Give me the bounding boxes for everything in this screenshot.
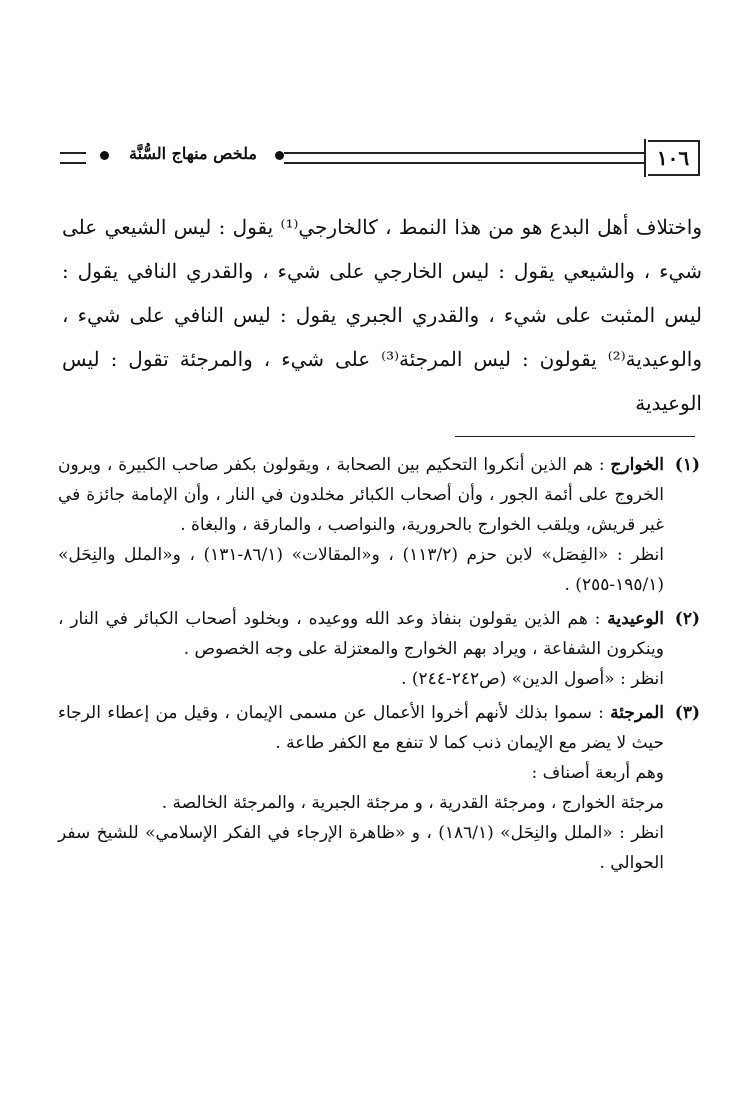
footnote-term: الخوارج — [610, 455, 664, 475]
footnote-3 — [58, 698, 700, 878]
header-dot-left — [100, 151, 109, 160]
footnote-subheading: وهم أربعة أصناف : — [531, 763, 664, 783]
header-rule-left — [60, 152, 86, 164]
footnote-definition: : هم الذين أنكروا التحكيم بين الصحابة ، ويقولون بكفر صاحب الكبيرة ، ويرون الخروج على أئمة الجور ، وأن أصحاب الكبائر مخلدون في النار ، وأن الإمامة جائزة في غير قريش، ويلقب الخوارج بالحرورية، والنواصب ، والمارقة ، والبغاة . — [58, 455, 664, 535]
footnote-reference: انظر : «أصول الدين» (ص٢٤٢-٢٤٤) . — [401, 669, 664, 689]
footnote-term: المرجئة — [610, 703, 664, 723]
main-text-block — [62, 205, 702, 425]
footnote-number: (٣) — [674, 703, 700, 723]
main-paragraph: واختلاف أهل البدع هو من هذا النمط ، كالخارجي⁽¹⁾ يقول : ليس الشيعي على شيء ، والشيعي يقول : ليس الخارجي على شيء ، والقدري النافي يقول : ليس المثبت على شيء ، والقدري الجبري يقول : ليس النافي على شيء ، والوعيدية⁽²⁾ يقولون : ليس المرجئة⁽³⁾ على شيء ، والمرجئة تقول : ليس الوعيدية — [62, 215, 702, 415]
footnote-reference: انظر : «الفِصَل» لابن حزم (١١٣/٢) ، و«المقالات» (٨٦/١-١٣١) ، و«الملل والنِحَل» (١٩٥/١-٢٥٥) . — [58, 545, 664, 595]
header-rule-right — [284, 152, 644, 164]
footnote-text — [58, 604, 664, 664]
footnote-definition: : هم الذين يقولون بنفاذ وعد الله ووعيده ، وبخلود أصحاب الكبائر في النار ، وينكرون الشفاعة ، ويراد بهم الخوارج والمعتزلة على وجه الخصوص . — [58, 609, 664, 659]
footnote-1 — [58, 450, 700, 600]
footnote-reference: انظر : «الملل والنِحَل» (١٨٦/١) ، و «ظاهرة الإرجاء في الفكر الإسلامي» للشيخ سفر الحوالي . — [58, 823, 664, 873]
footnote-text — [58, 698, 664, 758]
header-dot-right — [275, 151, 284, 160]
page-number: ١٠٦ — [648, 140, 700, 176]
footnotes — [58, 450, 700, 882]
footnote-list: مرجئة الخوارج ، ومرجئة القدرية ، و مرجئة الجبرية ، والمرجئة الخالصة . — [161, 793, 664, 813]
footnote-number: (٢) — [674, 609, 700, 629]
footnote-term: الوعيدية — [607, 609, 664, 629]
footnote-2 — [58, 604, 700, 694]
footnote-text — [58, 450, 664, 540]
running-title: ملخص منهاج السُّنَّة — [129, 144, 257, 163]
footnote-separator — [455, 436, 695, 437]
footnote-number: (١) — [674, 455, 700, 475]
page-header — [60, 140, 700, 176]
footnote-definition: : سموا بذلك لأنهم أخروا الأعمال عن مسمى الإيمان ، وقيل من إعطاء الرجاء حيث لا يضر مع الإيمان ذنب كما لا تنفع مع الكفر طاعة . — [58, 703, 664, 753]
